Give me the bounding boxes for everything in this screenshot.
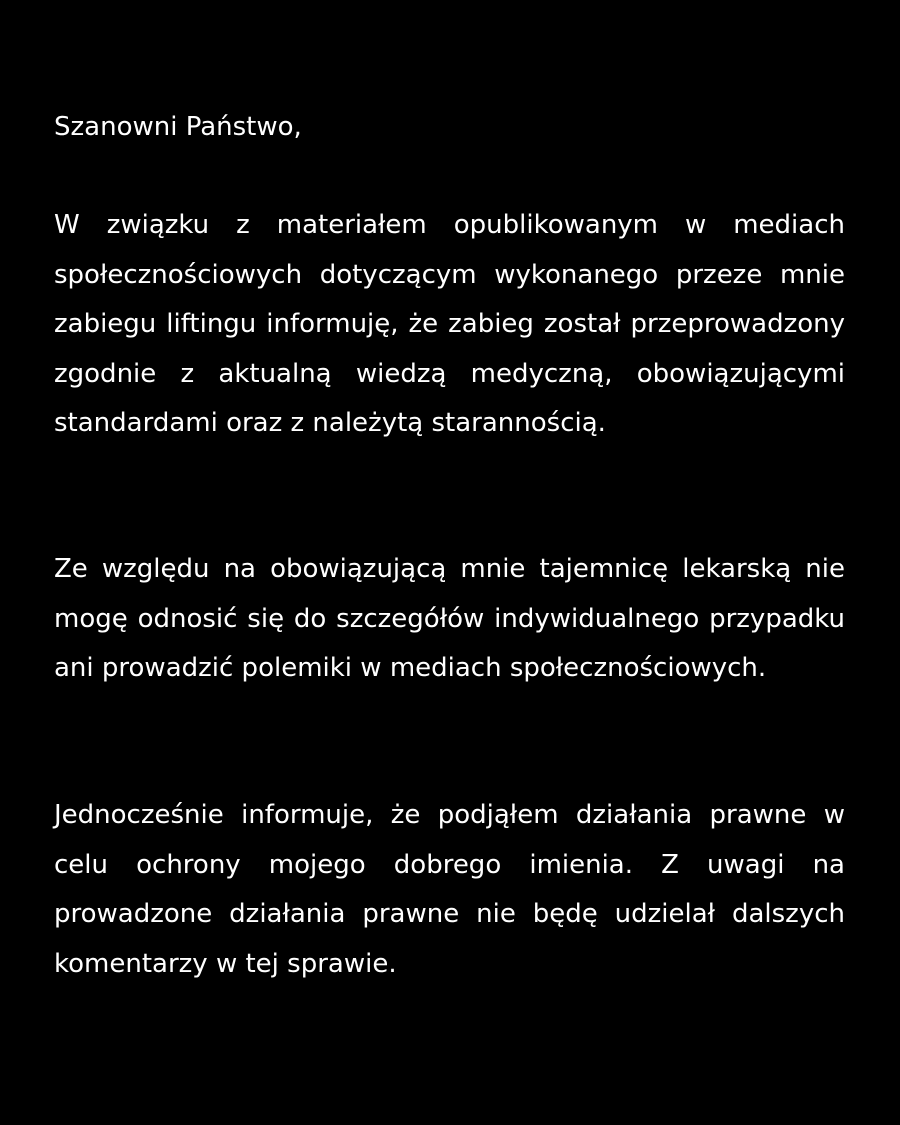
paragraph-procedure-statement: W związku z materiałem opublikowanym w mediach społecznościowych dotyczącym wykonanego przeze mnie zabiegu liftingu informuję, że zabieg został przeprowadzony zgodnie z aktualną wiedzą medyczną, obowiązującymi standardami oraz z należytą starannością.	[54, 210, 845, 438]
statement-document	[54, 0, 845, 1125]
paragraph-legal-action: Jednocześnie informuje, że podjąłem działania prawne w celu ochrony mojego dobrego imienia. Z uwagi na prowadzone działania prawne nie będę udzielał dalszych komentarzy w tej sprawie.	[54, 800, 845, 979]
salutation: Szanowni Państwo,	[54, 112, 302, 142]
paragraph-medical-confidentiality: Ze względu na obowiązującą mnie tajemnicę lekarską nie mogę odnosić się do szczegółów indywidualnego przypadku ani prowadzić polemiki w mediach społecznościowych.	[54, 554, 845, 683]
